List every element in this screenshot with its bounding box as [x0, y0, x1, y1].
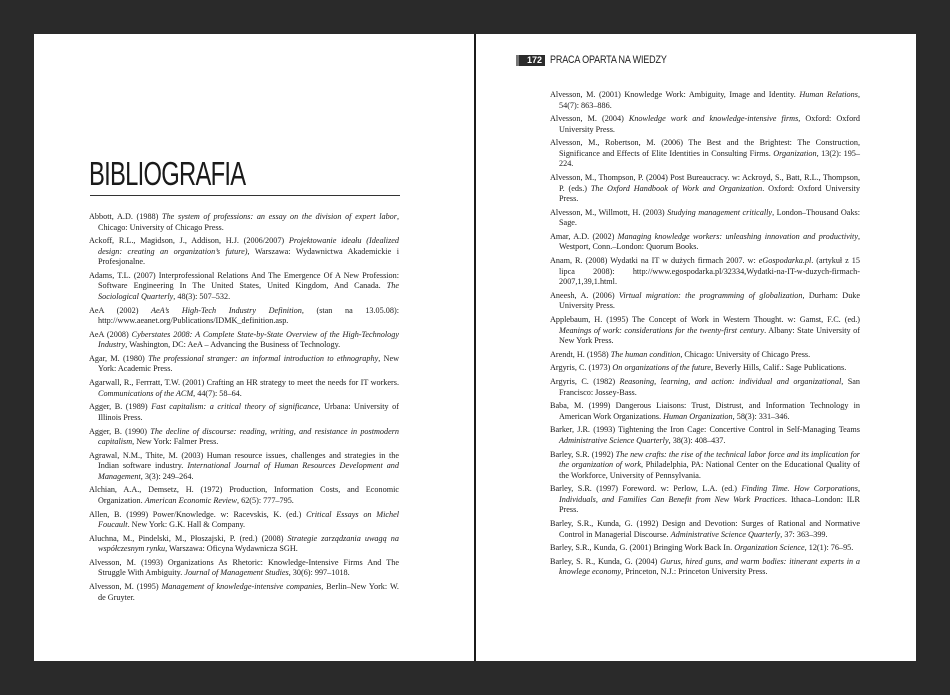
- entry-text: , New York: Falmer Press.: [132, 437, 219, 446]
- entry-title: The professional stranger: an informal introduction to ethnography: [148, 353, 379, 363]
- bibliography-entry: [550, 350, 860, 361]
- bibliography-entry: [550, 401, 860, 422]
- left-bibliography-list: [89, 212, 399, 606]
- entry-title: The system of professions: an essay on the division of expert labor: [162, 212, 397, 221]
- entry-text: Ackoff, R.L., Magidson, J., Addison, H.J. (2006/2007): [89, 236, 289, 246]
- entry-title: AeA’s High-Tech Industry Definition: [151, 305, 302, 315]
- entry-text: Agger, B. (1990): [89, 426, 151, 436]
- entry-title: The Sociological Quarterly: [98, 281, 399, 301]
- bibliography-entry: [89, 485, 399, 506]
- bibliography-entry: [550, 232, 860, 253]
- bibliography-entry: [550, 484, 860, 516]
- entry-title: Organization: [773, 148, 817, 158]
- entry-text: Agger, B. (1989): [89, 402, 152, 412]
- entry-text: Alvesson, M. (2004): [550, 114, 629, 124]
- entry-title: Studying management critically: [667, 207, 773, 217]
- entry-text: , Philadelphia, PA: National Center on the Educational Quality of the Workforce, University of Pennsylvania.: [559, 460, 860, 480]
- entry-title: Human Relations: [799, 90, 858, 99]
- entry-title: Organization Science: [734, 543, 805, 553]
- entry-text: , 12(1): 76–95.: [804, 543, 854, 553]
- entry-text: AeA (2002): [89, 305, 152, 315]
- bibliography-entry: [550, 377, 860, 398]
- bibliography-entry: [550, 519, 860, 540]
- entry-title: Finding Time. How Corporations, Individuals, and Families Can Benefit from New Work Practices: [559, 484, 860, 504]
- entry-text: , New York: Academic Press.: [98, 353, 399, 374]
- bibliography-entry: [550, 173, 860, 205]
- page-number: 172: [516, 55, 545, 66]
- entry-title: Communications of the ACM: [98, 388, 194, 398]
- entry-text: , 30(6): 997–1018.: [288, 568, 350, 578]
- running-head: [516, 54, 692, 66]
- bibliography-entry: [89, 306, 399, 327]
- bibliography-entry: [550, 90, 860, 111]
- entry-text: . New York: G.K. Hall & Company.: [127, 520, 246, 530]
- bibliography-entry: [89, 451, 399, 483]
- entry-text: , Chicago: University of Chicago Press.: [98, 212, 399, 232]
- entry-text: , San Francisco: Jossey-Bass.: [559, 377, 861, 397]
- entry-title: Management of knowledge-intensive companies: [161, 582, 322, 592]
- entry-title: Administrative Science Quarterly: [670, 529, 781, 539]
- entry-text: Alvesson, M., Thompson, P. (2004) Post Bureaucracy. w: Ackroyd, S., Batt, R.L., Thompson, P. (eds.): [550, 173, 860, 193]
- entry-title: International Journal of Human Resources Development and Management: [98, 461, 399, 481]
- entry-text: Agrawal, N.M., Thite, M. (2003) Human resource issues, challenges and strategies in the Indian software industry.: [89, 450, 399, 471]
- entry-title: Human Organization: [663, 411, 733, 421]
- entry-title: The decline of discourse: reading, writing, and resistance in postmodern capitalism: [98, 426, 400, 446]
- entry-title: Reasoning, learning, and action: individual and organizational: [619, 377, 842, 387]
- entry-title: On organizations of the future: [612, 363, 711, 373]
- entry-title: eGospodarka.pl: [758, 256, 812, 266]
- entry-title: Critical Essays on Michel Foucault: [98, 509, 399, 530]
- entry-title: Projektowanie ideału (Idealized design: creating an organization’s future): [98, 236, 399, 256]
- entry-text: , Warszawa: Wydawnictwa Akademickie i Profesjonalne.: [98, 246, 399, 267]
- entry-text: . Ithaca–London: ILR Press.: [559, 494, 860, 515]
- running-head-title: PRACA OPARTA NA WIEDZY: [550, 54, 667, 66]
- bibliography-entry: [550, 557, 860, 578]
- entry-text: Anam, R. (2008) Wydatki na IT w dużych firmach 2007. w:: [550, 256, 759, 266]
- bibliography-entry: [89, 354, 399, 375]
- entry-text: Barley, S. R., Kunda, G. (2004): [550, 556, 661, 566]
- bibliography-entry: [550, 291, 860, 312]
- bibliography-entry: [89, 378, 399, 399]
- entry-text: , 58(3): 331–346.: [732, 411, 790, 421]
- entry-text: Arendt, H. (1958): [550, 349, 611, 359]
- entry-title: Knowledge work and knowledge-intensive firms: [628, 114, 799, 124]
- entry-text: Barker, J.R. (1993) Tightening the Iron Cage: Concertive Control in Self-Managing Teams: [550, 425, 860, 435]
- entry-title: Administrative Science Quarterly: [559, 435, 669, 445]
- entry-title: The human condition: [610, 349, 681, 359]
- entry-text: Barley, S.R., Kunda, G. (2001) Bringing Work Back In.: [550, 543, 735, 553]
- entry-text: . (artykuł z 15 lipca 2008): http://www.egospodarka.pl/32334,Wydatki-na-IT-w-duzych-firmach-2007,1,39,1.html.: [559, 256, 860, 287]
- entry-text: , Westport, Conn.–London: Quorum Books.: [559, 231, 860, 252]
- entry-text: , 3(3): 249–264.: [140, 471, 194, 481]
- entry-text: , Princeton, N.J.: Princeton University Press.: [621, 567, 768, 577]
- entry-text: Agarwall, R., Ferrratt, T.W. (2001) Crafting an HR strategy to meet the needs for IT workers.: [89, 378, 399, 388]
- entry-text: , Chicago: University of Chicago Press.: [680, 349, 811, 359]
- entry-title: The Oxford Handbook of Work and Organization: [590, 183, 763, 193]
- entry-title: Meanings of work: considerations for the twenty-first century: [559, 325, 765, 335]
- bibliography-entry: [550, 256, 860, 288]
- bibliography-entry: [550, 363, 860, 374]
- entry-text: Alvesson, M. (2001) Knowledge Work: Ambiguity, Image and Identity.: [550, 90, 800, 99]
- entry-title: The new crafts: the rise of the technical labor force and its implication for the organization of work: [559, 449, 860, 470]
- entry-title: Fast capitalism: a critical theory of significance: [151, 402, 319, 412]
- bibliography-entry: [550, 114, 860, 135]
- entry-text: , Oxford: Oxford University Press.: [559, 114, 860, 134]
- entry-text: , 62(5): 777–795.: [237, 495, 294, 505]
- entry-text: , Berlin–New York: W. de Gruyter.: [98, 582, 399, 602]
- entry-text: , Warszawa: Oficyna Wydawnicza SGH.: [165, 544, 298, 554]
- entry-title: American Economic Review: [144, 495, 237, 505]
- entry-text: Argyris, C. (1982): [550, 377, 620, 387]
- entry-text: Amar, A.D. (2002): [550, 231, 618, 241]
- entry-text: AeA (2008): [89, 329, 132, 339]
- entry-title: Journal of Management Studies: [184, 568, 289, 578]
- entry-text: Barley, S.R., Kunda, G. (1992) Design and Devotion: Surges of Rational and Normative Control in Managerial Discourse.: [550, 519, 860, 539]
- entry-text: Alvesson, M., Willmott, H. (2003): [550, 207, 668, 217]
- entry-text: Barley, S.R. (1997) Foreword. w: Perlow, L.A. (ed.): [550, 484, 742, 494]
- entry-text: , Washington, DC: AeA – Advancing the Business of Technology.: [125, 340, 341, 350]
- entry-text: Applebaum, H. (1995) The Concept of Work in Western Thought. w: Gamst, F.C. (ed.): [550, 315, 860, 324]
- entry-text: Argyris, C. (1973): [550, 363, 613, 373]
- entry-text: , 44(7): 58–64.: [193, 388, 242, 398]
- title-rule: [90, 195, 400, 196]
- entry-text: , 37: 363–399.: [780, 529, 828, 539]
- entry-text: , 48(3): 507–532.: [173, 291, 231, 301]
- entry-text: , Beverly Hills, Calif.: Sage Publications.: [710, 363, 847, 373]
- entry-text: , 54(7): 863–886.: [559, 90, 860, 110]
- bibliography-entry: [550, 543, 860, 554]
- entry-text: . Oxford: Oxford University Press.: [559, 183, 861, 204]
- bibliography-entry: [89, 402, 399, 423]
- bibliography-entry: [89, 330, 399, 351]
- entry-text: Abbott, A.D. (1988): [89, 212, 163, 221]
- entry-text: , (stan na 13.05.08): http://www.aeanet.org/Publications/IDMK_definition.asp.: [98, 305, 399, 326]
- entry-text: . Albany: State University of New York Press.: [559, 325, 860, 345]
- bibliography-entry: [550, 425, 860, 446]
- entry-text: Allen, B. (1999) Power/Knowledge. w: Racevskis, K. (ed.): [89, 509, 307, 519]
- entry-text: Aneesh, A. (2006): [550, 290, 619, 300]
- entry-text: Baba, M. (1999) Dangerous Liaisons: Trust, Distrust, and Information Technology in American Work Organizations.: [550, 401, 860, 421]
- bibliography-entry: [550, 138, 860, 170]
- entry-text: Alchian, A.A., Demsetz, H. (1972) Production, Information Costs, and Economic Organization.: [89, 485, 399, 505]
- chapter-title: BIBLIOGRAFIA: [89, 155, 246, 192]
- entry-text: , Durham: Duke University Press.: [559, 290, 861, 311]
- entry-text: Alvesson, M. (1993) Organizations As Rhetoric: Knowledge-Intensive Firms And The Struggle With Ambiguity.: [89, 557, 399, 578]
- entry-text: , London–Thousand Oaks: Sage.: [559, 207, 860, 228]
- entry-text: , 13(2): 195–224.: [559, 148, 860, 169]
- entry-text: Alvesson, M. (1995): [89, 582, 162, 592]
- bibliography-entry: [89, 558, 399, 579]
- left-page: [34, 34, 474, 661]
- right-bibliography-list: [550, 90, 860, 581]
- entry-text: , 38(3): 408–437.: [668, 435, 726, 445]
- bibliography-entry: [550, 450, 860, 482]
- entry-title: Gurus, hired guns, and warm bodies: itinerant experts in a knowlege economy: [559, 556, 861, 577]
- entry-title: Managing knowledge workers: unleashing innovation and productivity: [617, 231, 858, 241]
- bibliography-entry: [550, 208, 860, 229]
- entry-title: Cyberstates 2008: A Complete State-by-State Overview of the High-Technology Industry: [98, 329, 399, 350]
- entry-text: Adams, T.L. (2007) Interprofessional Relations And The Emergence Of A New Profession: Software Engineering In The United States, United Kingdom, And Canada.: [89, 270, 399, 291]
- entry-title: Strategie zarządzania uwagą na współczesnym rynku: [98, 533, 399, 554]
- bibliography-entry: [89, 510, 399, 531]
- entry-text: , Urbana: University of Illinois Press.: [98, 402, 399, 422]
- bibliography-entry: [89, 271, 399, 303]
- bibliography-entry: [89, 212, 399, 233]
- entry-title: Virtual migration: the programming of globalization: [618, 290, 803, 300]
- right-page: [476, 34, 916, 661]
- bibliography-entry: [89, 236, 399, 268]
- entry-text: Agar, M. (1980): [89, 353, 149, 363]
- bibliography-entry: [89, 427, 399, 448]
- entry-text: Alvesson, M., Robertson, M. (2006) The Best and the Brightest: The Construction, Significance and Effects of Elite Identities in Consulting Firms.: [550, 138, 860, 158]
- entry-text: Aluchna, M., Pindelski, M., Płoszajski, P. (red.) (2008): [89, 533, 288, 543]
- entry-text: Barley, S.R. (1992): [550, 449, 616, 459]
- bibliography-entry: [89, 534, 399, 555]
- bibliography-entry: [89, 582, 399, 603]
- bibliography-entry: [550, 315, 860, 347]
